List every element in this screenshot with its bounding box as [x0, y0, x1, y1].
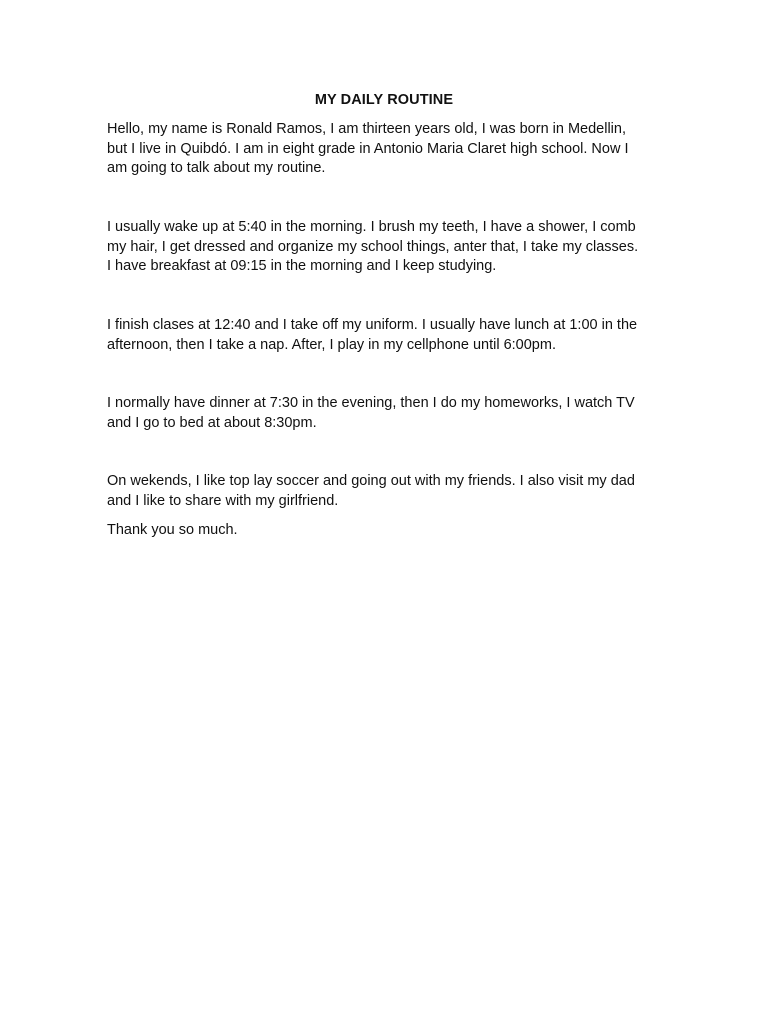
paragraph-weekends [107, 472, 667, 511]
paragraph-line: I finish clases at 12:40 and I take off my uniform. I usually have lunch at 1:00 in the [107, 317, 638, 333]
paragraph-introduction [107, 120, 667, 179]
paragraph-line: my hair, I get dressed and organize my school things, anter that, I take my classes. [107, 238, 639, 255]
paragraph-morning [107, 218, 667, 277]
paragraph-line: I normally have dinner at 7:30 in the evening, then I do my homeworks, I watch TV [107, 395, 635, 411]
paragraph-line: but I live in Quibdó. I am in eight grade in Antonio Maria Claret high school. Now I [107, 140, 629, 157]
paragraph-line: afternoon, then I take a nap. After, I play in my cellphone until 6:00pm. [107, 336, 556, 353]
paragraph-closing [107, 521, 667, 541]
paragraph-line: am going to talk about my routine. [107, 160, 326, 177]
paragraph-line: Hello, my name is Ronald Ramos, I am thirteen years old, I was born in Medellin, [107, 121, 626, 137]
paragraph-line: I usually wake up at 5:40 in the morning. I brush my teeth, I have a shower, I comb [107, 219, 636, 235]
paragraph-line: I have breakfast at 09:15 in the morning and I keep studying. [107, 258, 497, 275]
paragraph-line: and I go to bed at about 8:30pm. [107, 414, 317, 431]
paragraph-evening [107, 394, 667, 433]
paragraph-line: On wekends, I like top lay soccer and going out with my friends. I also visit my dad [107, 473, 635, 489]
paragraph-line: Thank you so much. [107, 522, 238, 538]
paragraph-line: and I like to share with my girlfriend. [107, 492, 339, 509]
document-title: MY DAILY ROUTINE [314, 92, 454, 108]
paragraph-afternoon [107, 316, 667, 355]
